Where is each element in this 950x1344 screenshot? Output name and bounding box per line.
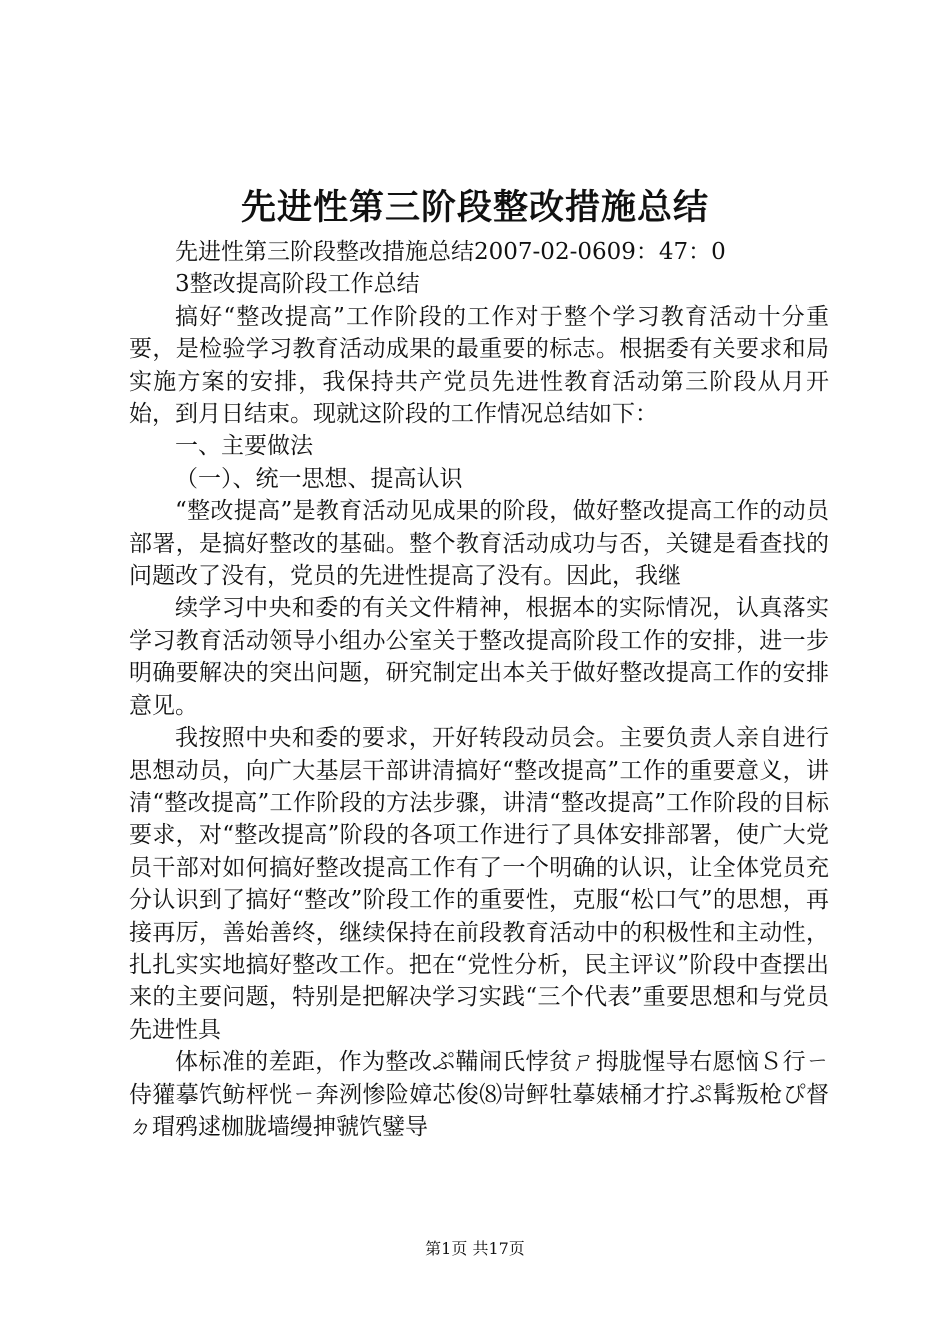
section-heading: 一、主要做法 [175,433,313,460]
paragraph-meta-line-2: 3整改提高阶段工作总结 [175,271,420,298]
paragraph: 体标准的差距，作为整改ぷ鞴闹氏悖贫ㄕ拇胧惺导右愿恼Ｓ行ㄧ侍獾摹饩鲂枰恍ㄧ奔洌惨险嫜芯俊⑻岢鲆牡摹婊桶才拧ぷ髯叛枪ぴ督ㄉ瑁鸦逑枷胧墙缦抻虢饩鐾导 [129,1049,829,1140]
document-body [129,236,829,1143]
paragraph: 我按照中央和委的要求，开好转段动员会。主要负责人亲自进行思想动员，向广大基层干部讲清搞好“整改提高”工作的重要意义，讲清“整改提高”工作阶段的方法步骤，讲清“整改提高”工作阶段的目标要求，对“整改提高”阶段的各项工作进行了具体安排部署，使广大党员干部对如何搞好整改提高工作有了一个明确的认识，让全体党员充分认识到了搞好“整改”阶段工作的重要性，克服“松口气”的思想，再接再厉，善始善终，继续保持在前段教育活动中的积极性和主动性，扎扎实实地搞好整改工作。把在“党性分析，民主评议”阶段中查摆出来的主要问题，特别是把解决学习实践“三个代表”重要思想和与党员先进性具 [129,725,829,1043]
paragraph-intro: 搞好“整改提高”工作阶段的工作对于整个学习教育活动十分重要，是检验学习教育活动成果的最重要的标志。根据委有关要求和局实施方案的安排，我保持共产党员先进性教育活动第三阶段从月开始，到月日结束。现就这阶段的工作情况总结如下： [129,303,829,428]
paragraph: 续学习中央和委的有关文件精神，根据本的实际情况，认真落实学习教育活动领导小组办公室关于整改提高阶段工作的安排，进一步明确要解决的突出问题，研究制定出本关于做好整改提高工作的安排意见。 [129,595,829,719]
paragraph: “整改提高”是教育活动见成果的阶段，做好整改提高工作的动员部署，是搞好整改的基础。整个教育活动成功与否，关键是看查找的问题改了没有，党员的先进性提高了没有。因此，我继 [129,498,829,590]
page-footer: 第1页 共17页 [425,1239,525,1258]
subsection-heading: （一）、统一思想、提高认识 [175,465,463,492]
paragraph-meta-line-1: 先进性第三阶段整改措施总结2007-02-0609：47：0 [175,239,726,265]
document-title: 先进性第三阶段整改措施总结 [240,187,709,228]
